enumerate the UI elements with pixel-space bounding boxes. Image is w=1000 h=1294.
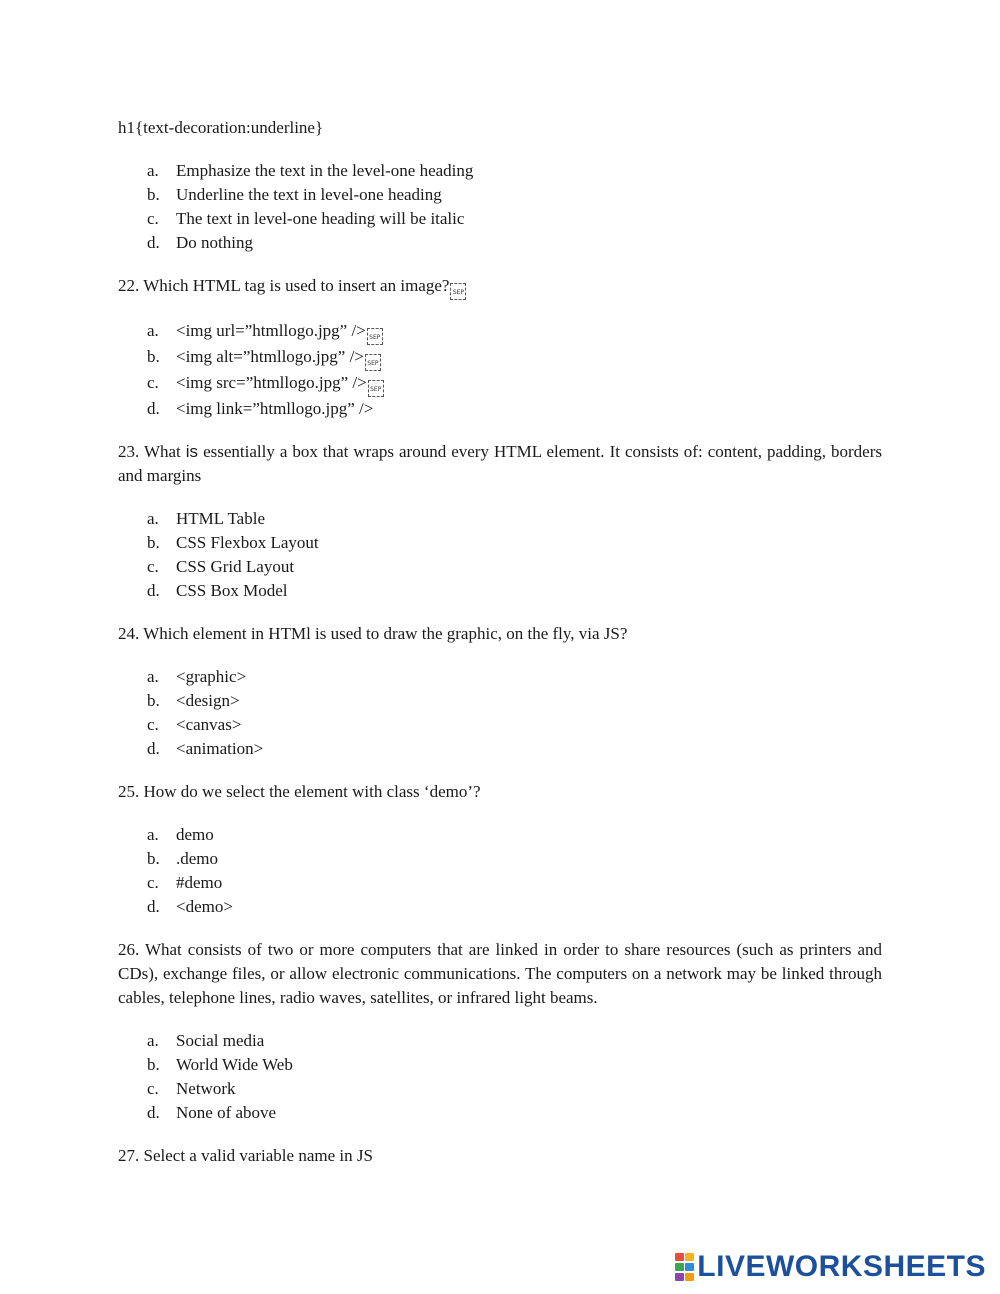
question-25: 25. How do we select the element with class ‘demo’? (118, 782, 481, 801)
option-letter: a. (147, 667, 159, 686)
q23-option-d[interactable] (118, 579, 882, 603)
option-letter: d. (147, 581, 160, 600)
logo-text: LIVEWORKSHEETS (697, 1250, 986, 1283)
option-letter: c. (147, 557, 159, 576)
q26-option-c[interactable] (118, 1077, 882, 1101)
question-24: 24. Which element in HTMl is used to draw the graphic, on the fly, via JS? (118, 624, 628, 643)
option-text: Emphasize the text in the level-one heading (176, 161, 474, 180)
q25-option-c[interactable] (118, 871, 882, 895)
question-23 (118, 440, 882, 488)
q22-option-b[interactable] (118, 345, 882, 371)
question-text-is: is (185, 442, 199, 461)
option-letter: c. (147, 1079, 159, 1098)
q26-options (118, 1029, 882, 1125)
option-letter: d. (147, 399, 160, 418)
liveworksheets-logo (675, 1250, 986, 1283)
option-text: <animation> (176, 739, 264, 758)
q23-option-a[interactable] (118, 507, 882, 531)
option-text: The text in level-one heading will be italic (176, 209, 465, 228)
option-text: World Wide Web (176, 1055, 293, 1074)
q25-option-b[interactable] (118, 847, 882, 871)
q24-option-c[interactable] (118, 713, 882, 737)
q25-option-a[interactable] (118, 823, 882, 847)
logo-block (675, 1273, 684, 1281)
option-text: #demo (176, 873, 223, 892)
logo-block (675, 1263, 684, 1271)
option-letter: a. (147, 509, 159, 528)
option-letter: c. (147, 373, 159, 392)
option-text: <img link=”htmllogo.jpg” /> (176, 399, 374, 418)
option-text: <canvas> (176, 715, 242, 734)
option-text: <img src=”htmllogo.jpg” /> (176, 373, 367, 392)
q21-option-b[interactable] (118, 183, 882, 207)
question-26: 26. What consists of two or more computers that are linked in order to share resources (such as printers and CDs), exchange files, or allow electronic communications. The computers on a network may be linked through cables, telephone lines, radio waves, satellites, or infrared light beams. (118, 940, 882, 1007)
option-letter: c. (147, 715, 159, 734)
q22-option-a[interactable] (118, 319, 882, 345)
q26-option-a[interactable] (118, 1029, 882, 1053)
option-text: <img url=”htmllogo.jpg” /> (176, 321, 366, 340)
q23-option-b[interactable] (118, 531, 882, 555)
q25-option-d[interactable] (118, 895, 882, 919)
option-letter: d. (147, 1103, 160, 1122)
q21-option-a[interactable] (118, 159, 882, 183)
option-letter: c. (147, 209, 159, 228)
option-letter: b. (147, 533, 160, 552)
option-text: Do nothing (176, 233, 253, 252)
option-text: Network (176, 1079, 236, 1098)
q21-option-d[interactable] (118, 231, 882, 255)
option-text: demo (176, 825, 214, 844)
q25-options (118, 823, 882, 919)
option-letter: c. (147, 873, 159, 892)
q26-option-b[interactable] (118, 1053, 882, 1077)
q24-options (118, 665, 882, 761)
logo-blocks-icon (675, 1253, 694, 1282)
question-27: 27. Select a valid variable name in JS (118, 1146, 373, 1165)
option-letter: a. (147, 825, 159, 844)
option-text: <design> (176, 691, 240, 710)
option-letter: b. (147, 185, 160, 204)
q24-option-a[interactable] (118, 665, 882, 689)
option-letter: a. (147, 1031, 159, 1050)
option-text: <demo> (176, 897, 233, 916)
option-text: HTML Table (176, 509, 265, 528)
option-letter: a. (147, 321, 159, 340)
option-text: Social media (176, 1031, 265, 1050)
logo-block (685, 1253, 694, 1261)
logo-block (685, 1263, 694, 1271)
option-letter: b. (147, 691, 160, 710)
option-text: <graphic> (176, 667, 247, 686)
separator-glyph: SEP (367, 328, 383, 345)
option-letter: b. (147, 1055, 160, 1074)
question-text: 22. Which HTML tag is used to insert an image? (118, 276, 450, 295)
q22-options (118, 319, 882, 421)
q26-option-d[interactable] (118, 1101, 882, 1125)
option-letter: b. (147, 347, 160, 366)
q21-option-c[interactable] (118, 207, 882, 231)
worksheet-page (118, 116, 882, 1187)
option-letter: a. (147, 161, 159, 180)
separator-glyph: SEP (368, 380, 384, 397)
logo-block (685, 1273, 694, 1281)
intro-code: h1{text-decoration:underline} (118, 118, 324, 137)
option-text: CSS Grid Layout (176, 557, 295, 576)
option-text: None of above (176, 1103, 277, 1122)
question-text-end: essentially a box that wraps around every HTML element. It consists of: content, padding, borders and margins (118, 442, 882, 485)
option-text: <img alt=”htmllogo.jpg” /> (176, 347, 364, 366)
q21-options (118, 159, 882, 255)
logo-block (675, 1253, 684, 1261)
question-22 (118, 274, 882, 300)
option-text: Underline the text in level-one heading (176, 185, 442, 204)
option-letter: d. (147, 233, 160, 252)
question-text-start: 23. What (118, 442, 186, 461)
option-text: CSS Box Model (176, 581, 288, 600)
separator-glyph: SEP (365, 354, 381, 371)
option-letter: b. (147, 849, 160, 868)
option-text: CSS Flexbox Layout (176, 533, 319, 552)
q23-options (118, 507, 882, 603)
q23-option-c[interactable] (118, 555, 882, 579)
q22-option-c[interactable] (118, 371, 882, 397)
separator-glyph: SEP (450, 283, 466, 300)
q24-option-b[interactable] (118, 689, 882, 713)
option-text: .demo (176, 849, 219, 868)
q22-option-d[interactable] (118, 397, 882, 421)
option-letter: d. (147, 739, 160, 758)
option-letter: d. (147, 897, 160, 916)
q24-option-d[interactable] (118, 737, 882, 761)
